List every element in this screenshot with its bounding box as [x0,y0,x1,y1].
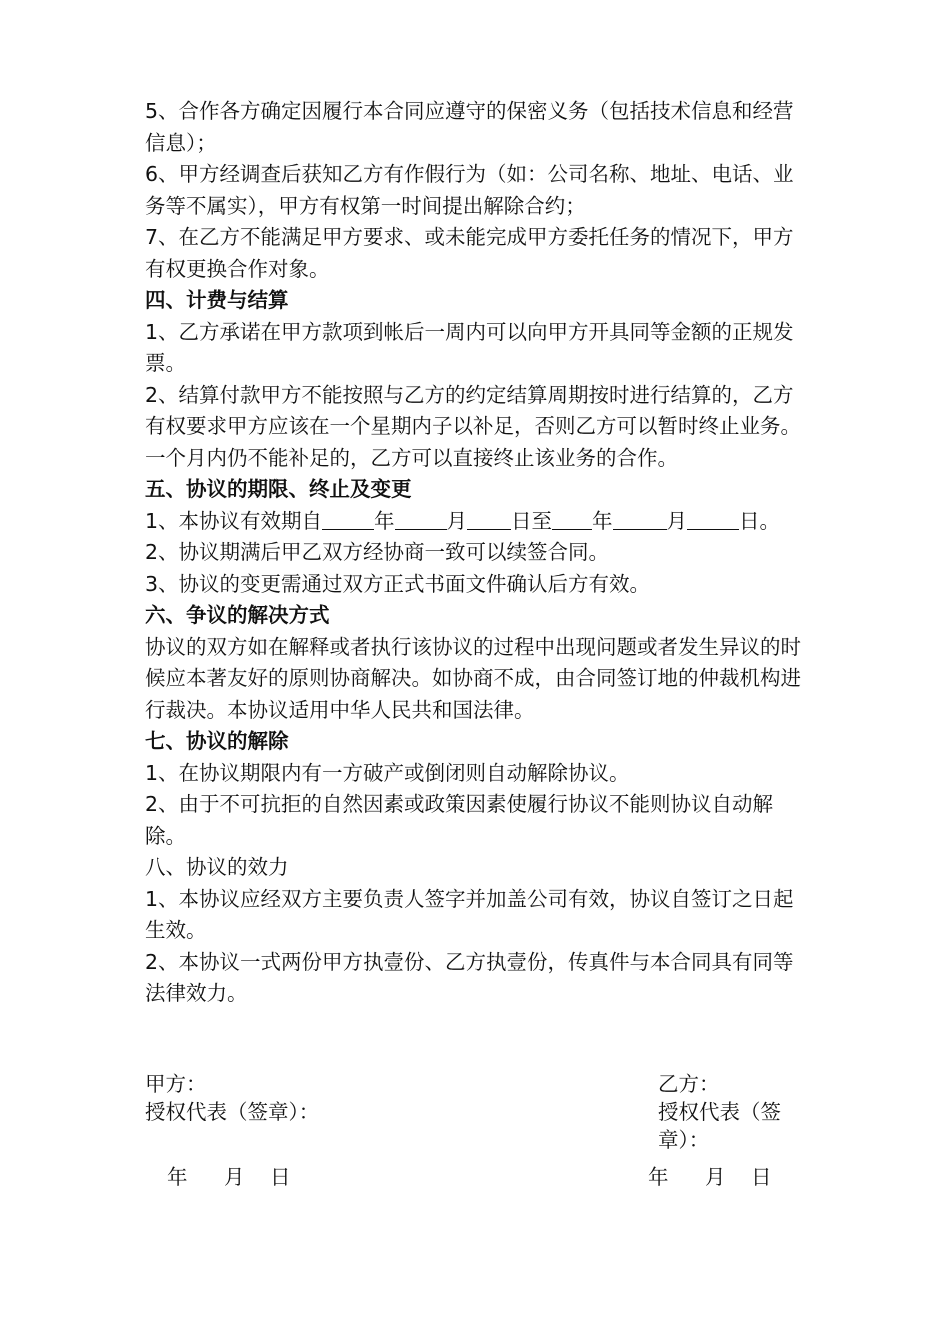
clause-7-2: 2、由于不可抗拒的自然因素或政策因素使履行协议不能则协议自动解除。 [145,792,774,848]
party-a-label: 甲方： [145,1072,207,1096]
section-4-heading: 四、计费与结算 [145,288,289,312]
party-a-date [167,1160,291,1190]
date-month-label: 月 [224,1165,245,1189]
clause-5-2: 2、协议期满后甲乙双方经协商一致可以续签合同。 [145,540,610,564]
party-b-rep-label: 授权代表（签章）： [658,1100,781,1152]
clause-7-1: 1、在协议期限内有一方破产或倒闭则自动解除协议。 [145,760,630,785]
contract-body [145,96,810,1010]
start-day-blank[interactable] [467,507,511,530]
date-day-label: 日 [270,1165,291,1189]
clause-8-1: 1、本协议应经双方主要负责人签字并加盖公司有效，协议自签订之日起生效。 [145,886,794,942]
term-month-2: 月 [666,508,688,533]
party-a-rep-label: 授权代表（签章）： [145,1100,320,1124]
section-7-heading: 七、协议的解除 [145,729,289,753]
party-b-label: 乙方： [658,1072,720,1096]
date-month-label: 月 [705,1165,726,1189]
party-a-signature-block [145,1070,375,1126]
start-month-blank[interactable] [395,507,447,530]
party-b-date [648,1160,772,1190]
clause-8-2: 2、本协议一式两份甲方执壹份、乙方执壹份，传真件与本合同具有同等法律效力。 [145,949,794,1005]
clause-5-3: 3、协议的变更需通过双方正式书面文件确认后方有效。 [145,571,651,596]
term-year-1: 年 [374,508,395,533]
end-month-blank[interactable] [613,507,667,530]
term-month-1: 月 [446,508,468,533]
date-year-label: 年 [167,1165,188,1189]
end-day-blank[interactable] [687,507,739,530]
clause-4-1: 1、乙方承诺在甲方款项到帐后一周内可以向甲方开具同等金额的正规发票。 [145,319,794,375]
party-b-signature-block [658,1070,808,1154]
section-6-heading: 六、争议的解决方式 [145,603,330,627]
clause-5-1-term [145,506,810,538]
clause-3-7: 7、在乙方不能满足甲方要求、或未能完成甲方委托任务的情况下，甲方有权更换合作对象。 [145,225,794,281]
clause-4-2: 2、结算付款甲方不能按照与乙方的约定结算周期按时进行结算的，乙方有权要求甲方应该在一个星期内子以补足，否则乙方可以暂时终止业务。一个月内仍不能补足的，乙方可以直接终止该业务的合作。 [145,382,801,470]
date-day-label: 日 [751,1165,772,1189]
clause-3-5: 5、合作各方确定因履行本合同应遵守的保密义务（包括技术信息和经营信息）； [145,99,794,155]
term-year-2: 年 [592,508,613,533]
start-year-blank[interactable] [322,507,374,530]
term-prefix: 1、本协议有效期自 [145,508,323,533]
term-day-2: 日。 [739,508,781,533]
section-8-heading: 八、协议的效力 [145,855,289,879]
date-year-label: 年 [648,1165,669,1189]
clause-6-text: 协议的双方如在解释或者执行该协议的过程中出现问题或者发生异议的时候应本著友好的原则协商解决。如协商不成，由合同签订地的仲裁机构进行裁决。本协议适用中华人民共和国法律。 [145,634,801,722]
end-year-blank[interactable] [552,507,592,530]
clause-3-6: 6、甲方经调查后获知乙方有作假行为（如：公司名称、地址、电话、业务等不属实），甲方有权第一时间提出解除合约； [145,162,794,218]
term-day-1: 日至 [511,508,553,533]
section-5-heading: 五、协议的期限、终止及变更 [145,477,412,501]
